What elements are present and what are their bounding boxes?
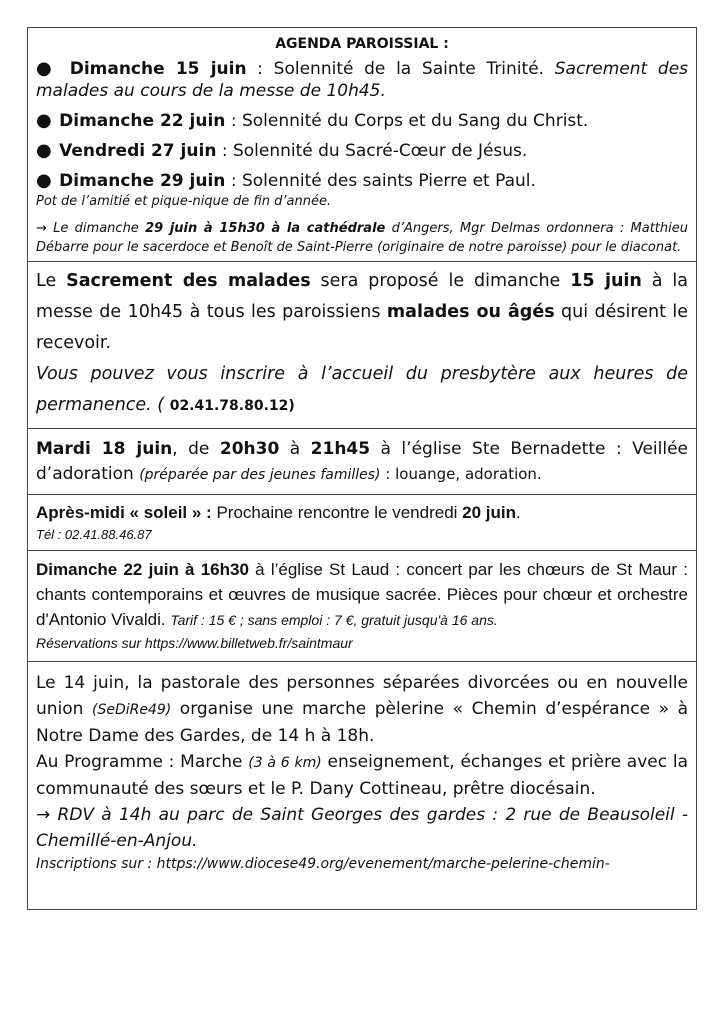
marche-text	[36, 670, 688, 749]
text: Prochaine rencontre le vendredi	[211, 503, 463, 522]
ordination-date: 29 juin à 15h30 à la cathédrale	[145, 221, 386, 236]
text: enseignement, échanges et prière avec la communauté des sœurs et le P. Dany Cottineau, prêtre diocésain.	[36, 752, 688, 799]
bulletin-page	[27, 27, 697, 910]
arrow-text: → Le dimanche	[36, 221, 146, 236]
phone-number: Tél : 02.41.88.46.87	[36, 527, 152, 542]
text: Le	[36, 271, 67, 291]
veillee-section	[27, 429, 697, 495]
agenda-date: Dimanche 22 juin	[59, 111, 226, 131]
agenda-item-pierre-paul	[36, 170, 688, 192]
text: à l’église St Laud : concert par les chœurs de St Maur : chants contemporains et œuvres de musique sacrée. Pièces pour chœur et orchestre d'Antonio Vivaldi.	[36, 560, 688, 629]
soleil-text	[36, 501, 688, 525]
highlight: malades ou âgés	[386, 302, 555, 322]
highlight: Après-midi « soleil » :	[36, 503, 212, 522]
agenda-date: Dimanche 29 juin	[59, 171, 226, 191]
highlight: 21h45	[310, 439, 371, 459]
reservation-link[interactable]: Réservations sur https://www.billetweb.fr/saintmaur	[36, 635, 353, 651]
agenda-text: : Solennité du Sacré-Cœur de Jésus.	[216, 141, 528, 161]
highlight: Sacrement des malades	[66, 271, 311, 291]
marche-inscription	[36, 854, 688, 878]
concert-text	[36, 557, 688, 633]
tarif-note: Tarif : 15 € ; sans emploi : 7 €, gratuit jusqu'à 16 ans.	[170, 612, 498, 628]
marche-programme	[36, 749, 688, 802]
highlight: 20 juin	[462, 503, 517, 522]
text: : louange, adoration.	[380, 465, 542, 483]
agenda-note: Sacrement des malades au cours de la messe de 10h45.	[36, 59, 689, 101]
text: qui désirent le recevoir.	[36, 302, 688, 353]
bullet-icon: ●	[36, 140, 52, 161]
highlight: Mardi 18 juin	[36, 439, 173, 459]
note: (préparée par des jeunes familles)	[139, 467, 381, 483]
note: (3 à 6 km)	[248, 755, 322, 771]
malades-section	[27, 262, 697, 429]
malades-text	[36, 266, 688, 359]
inscription-text: Vous pouvez vous inscrire à l’accueil du presbytère aux heures de permanence. (	[36, 364, 688, 415]
phone-number: 02.41.78.80.12)	[169, 398, 295, 414]
bullet-icon: ●	[36, 58, 57, 79]
text: sera proposé le dimanche	[310, 271, 571, 291]
highlight: 15 juin	[570, 271, 642, 291]
agenda-text: : Solennité du Corps et du Sang du Christ.	[225, 111, 589, 131]
text: à l’église Ste Bernadette : Veillée d’adoration	[36, 439, 688, 484]
agenda-item-trinite	[36, 58, 688, 102]
marche-rdv	[36, 802, 688, 854]
text: Au Programme : Marche	[36, 752, 249, 772]
highlight: 20h30	[219, 439, 280, 459]
bullet-icon: ●	[36, 170, 52, 191]
agenda-item-sacre-coeur	[36, 140, 688, 162]
soleil-section	[27, 495, 697, 551]
text: organise une marche pèlerine « Chemin d’espérance » à Notre Dame des Gardes, de 14 h à 18h.	[36, 699, 688, 746]
agenda-text: : Solennité des saints Pierre et Paul.	[225, 171, 536, 191]
highlight: Dimanche 22 juin à 16h30	[36, 560, 249, 579]
veillee-text	[36, 437, 688, 488]
concert-section	[27, 551, 697, 662]
text: .	[516, 503, 521, 522]
text: , de	[172, 439, 220, 459]
inscription-link[interactable]: Inscriptions sur : https://www.diocese49.org/evenement/marche-pelerine-chemin-	[36, 856, 610, 872]
agenda-date: Vendredi 27 juin	[59, 141, 217, 161]
text: à la messe de 10h45 à tous les paroissiens	[36, 271, 689, 322]
agenda-note: Pot de l’amitié et pique-nique de fin d’année.	[36, 194, 332, 209]
ordination-note	[36, 219, 688, 257]
bullet-icon: ●	[36, 110, 52, 131]
agenda-item-corps	[36, 110, 688, 132]
agenda-section	[27, 27, 697, 262]
agenda-title: AGENDA PAROISSIAL :	[275, 36, 449, 52]
malades-inscription	[36, 359, 688, 422]
rdv-text: → RDV à 14h au parc de Saint Georges des gardes : 2 rue de Beausoleil - Chemillé-en-Anjou.	[36, 805, 688, 851]
agenda-text: : Solennité de la Sainte Trinité.	[246, 59, 555, 79]
note: (SeDiRe49)	[92, 702, 172, 718]
marche-section	[27, 662, 697, 910]
ordination-text: d’Angers, Mgr Delmas ordonnera : Matthieu Débarre pour le sacerdoce et Benoît de Saint-Pierre (originaire de notre paroisse) pour le diaconat.	[36, 221, 688, 255]
agenda-date: Dimanche 15 juin	[69, 59, 247, 79]
text: à	[279, 439, 311, 459]
text: Le 14 juin, la pastorale des personnes séparées divorcées ou en nouvelle union	[36, 673, 688, 719]
